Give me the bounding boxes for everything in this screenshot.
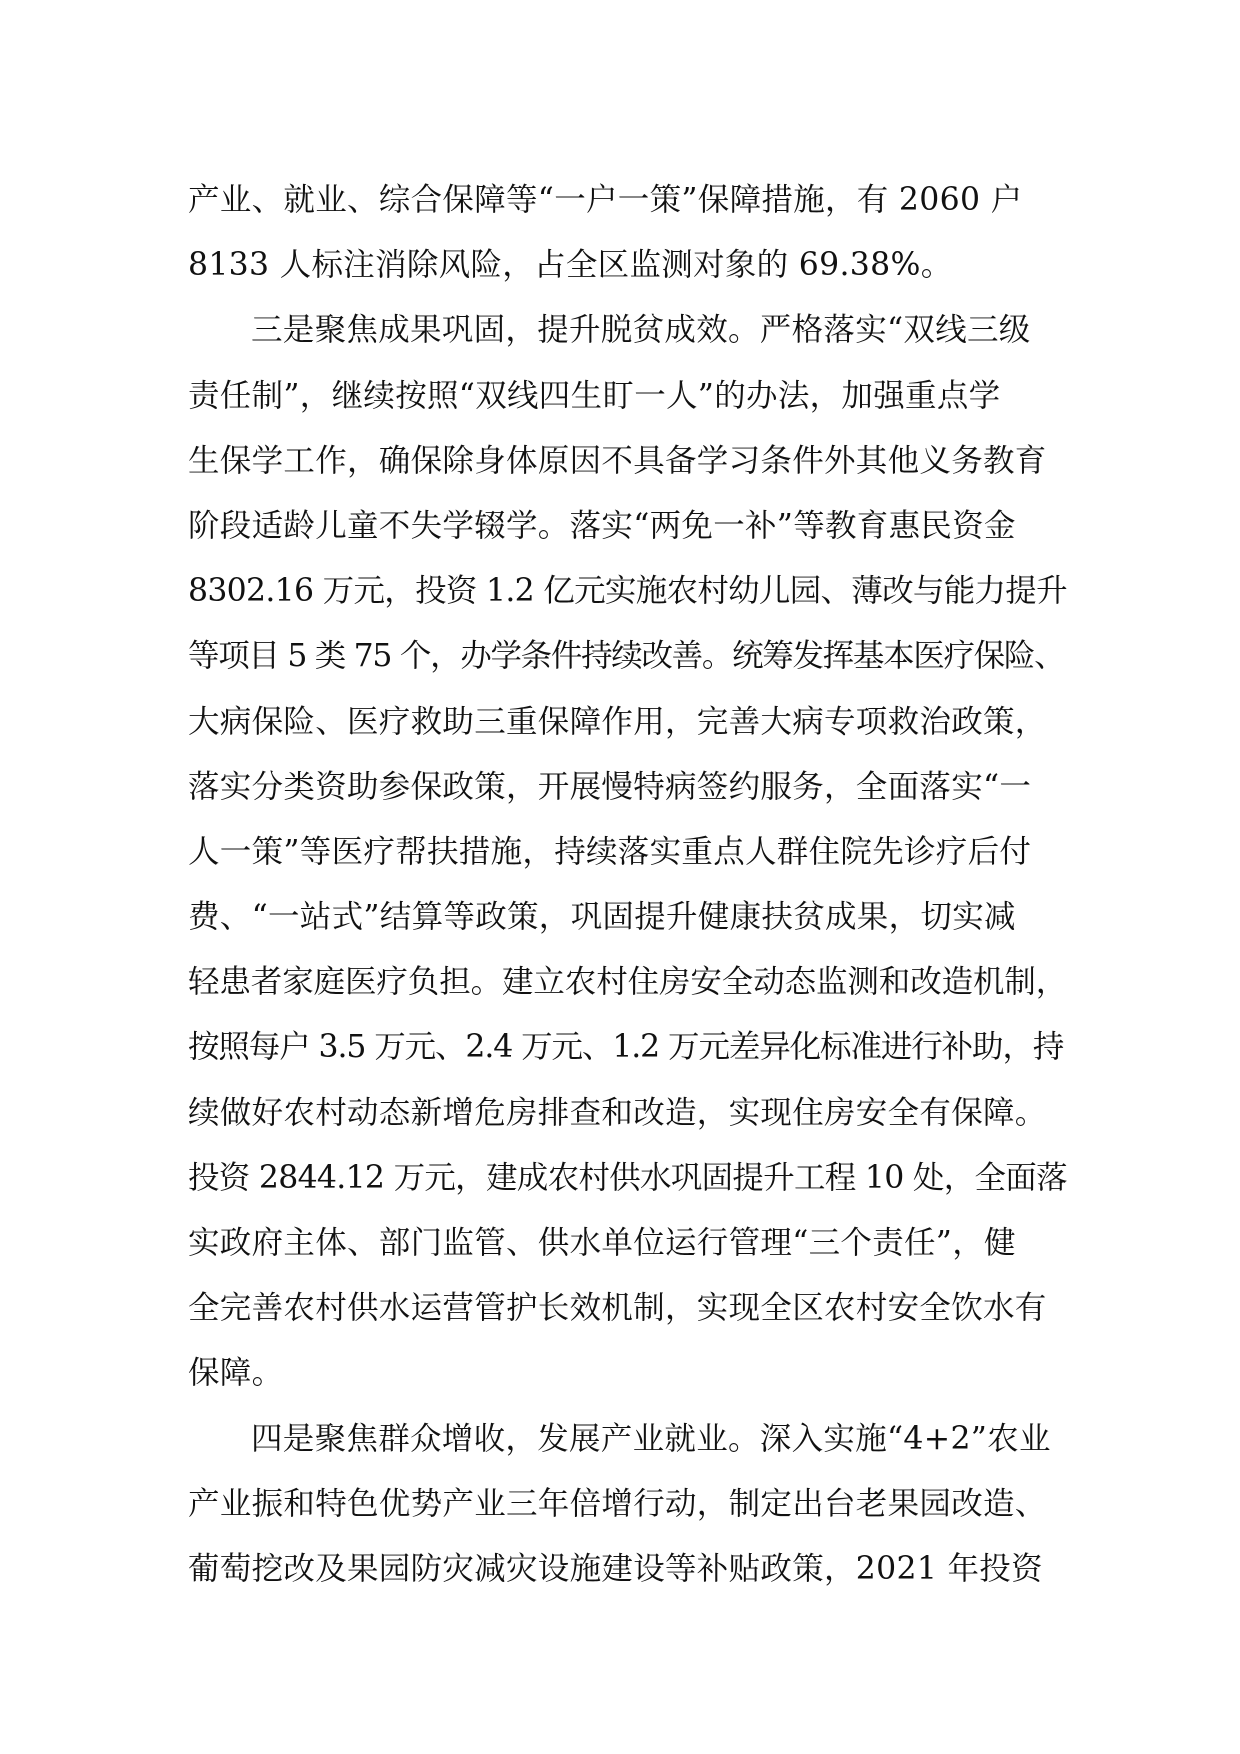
body-text xyxy=(188,168,1068,1602)
text-line: 大病保险、医疗救助三重保障作用，完善大病专项救治政策， xyxy=(188,703,1047,740)
text-line: 8302.16 万元，投资 1.2 亿元实施农村幼儿园、薄改与能力提升 xyxy=(188,573,1067,610)
text-line: 葡萄挖改及果园防灾减灾设施建设等补贴政策，2021 年投资 xyxy=(188,1550,1043,1587)
text-line: 落实分类资助参保政策，开展慢特病签约服务，全面落实“一 xyxy=(188,768,1032,805)
text-line: 等项目 5 类 75 个，办学条件持续改善。统筹发挥基本医疗保险、 xyxy=(188,638,1065,675)
text-line: 实政府主体、部门监管、供水单位运行管理“三个责任”，健 xyxy=(188,1225,1016,1261)
text-line: 产业振和特色优势产业三年倍增行动，制定出台老果园改造、 xyxy=(188,1485,1047,1522)
text-line: 保障。 xyxy=(188,1355,284,1392)
text-line: 产业、就业、综合保障等“一户一策”保障措施，有 2060 户 xyxy=(188,182,1023,218)
paragraph-start-line: 四是聚焦群众增收，发展产业就业。深入实施“4+2”农业 xyxy=(251,1420,1051,1457)
text-line: 续做好农村动态新增危房排查和改造，实现住房安全有保障。 xyxy=(188,1094,1047,1131)
text-line: 8133 人标注消除风险，占全区监测对象的 69.38%。 xyxy=(188,247,953,284)
text-line: 费、“一站式”结算等政策，巩固提升健康扶贫成果，切实减 xyxy=(188,899,1016,936)
text-line: 按照每户 3.5 万元、2.4 万元、1.2 万元差异化标准进行补助，持 xyxy=(188,1029,1064,1066)
text-line: 生保学工作，确保除身体原因不具备学习条件外其他义务教育 xyxy=(188,442,1047,479)
paragraph-start-line: 三是聚焦成果巩固，提升脱贫成效。严格落实“双线三级 xyxy=(251,312,1031,349)
text-line: 责任制”，继续按照“双线四生盯一人”的办法，加强重点学 xyxy=(188,377,1001,414)
text-line: 轻患者家庭医疗负担。建立农村住房安全动态监测和改造机制， xyxy=(188,964,1068,1001)
text-line: 全完善农村供水运营管护长效机制，实现全区农村安全饮水有 xyxy=(188,1290,1047,1327)
text-line: 阶段适龄儿童不失学辍学。落实“两免一补”等教育惠民资金 xyxy=(188,507,1016,544)
text-line: 投资 2844.12 万元，建成农村供水巩固提升工程 10 处，全面落 xyxy=(188,1159,1067,1196)
text-line: 人一策”等医疗帮扶措施，持续落实重点人群住院先诊疗后付 xyxy=(188,833,1032,870)
